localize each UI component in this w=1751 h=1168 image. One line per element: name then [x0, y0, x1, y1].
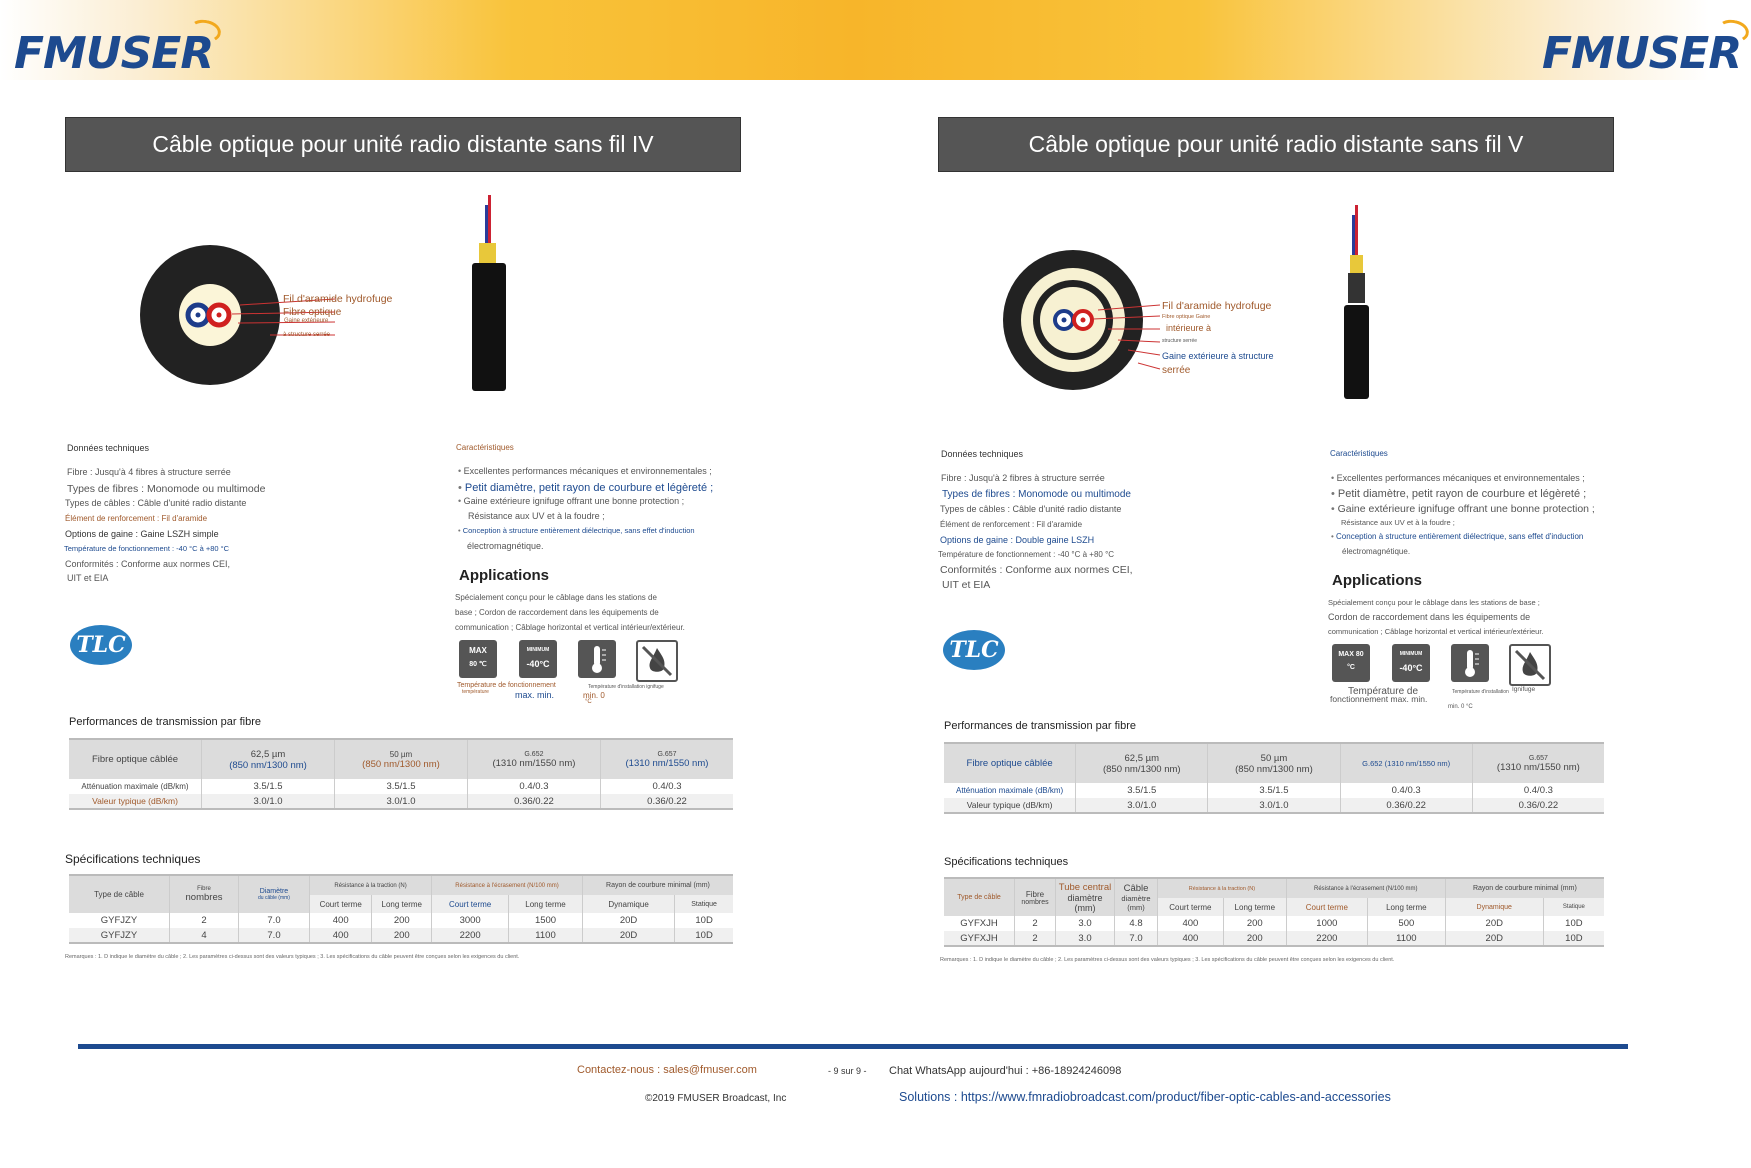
icon-caption: Température de fonctionnement [457, 682, 556, 689]
tech-data-line: Options de gaine : Gaine LSZH simple [65, 529, 219, 539]
perf-header: 50 µm (850 nm/1300 nm) [334, 739, 467, 779]
spec-table: Type de câble Fibre nombres Tube central diamètre (mm) Câble diamètre (mm) Résistance à la traction (N) Résistance à l'écrasement (N/100 mm) Rayon de courbure minimal (mm) Court terme Long terme Court terme Long terme Dynamique Statique GYFXJH 2 3.0 4.8 400 200 1000 500 20D 10D GYFXJH 2 3.0 7.0 400 200 2200 1100 20D 10D [944, 877, 1604, 947]
perf-header: G.657 (1310 nm/1550 nm) [1496, 754, 1580, 773]
max-temp-val: 80 ℃ [469, 661, 487, 668]
icon-caption: min. 0 °C [1448, 704, 1473, 710]
perf-header: G.652 (1310 nm/1550 nm) [467, 739, 600, 779]
perf-header: 50 µm (850 nm/1300 nm) [1208, 743, 1340, 783]
min-temp-icon [1392, 644, 1430, 682]
remark: Remarques : 1. D indique le diamètre du câble ; 2. Les paramètres ci-dessus sont des valeurs typiques ; 3. Les spécifications du câble peuvent être conçues selon les exigences du client. [940, 957, 1395, 963]
right-page [938, 0, 1678, 1000]
icon-caption: Température de [1348, 686, 1419, 697]
feature-item: • Gaine extérieure ignifuge offrant une bonne protection ; [458, 496, 684, 506]
label-tight: structure serrée [1162, 338, 1198, 344]
max-temp-top: MAX [469, 646, 487, 655]
max-temp-top: MAX 80 [1338, 651, 1364, 658]
icon-caption: °C [585, 699, 592, 705]
tech-data-line: UIT et EIA [67, 573, 109, 583]
tech-data-line: Fibre : Jusqu'à 2 fibres à structure serrée [941, 473, 1105, 483]
applications-heading: Applications [459, 567, 550, 584]
min-temp-val: -40°C [1399, 663, 1423, 673]
max-temp-icon [459, 640, 497, 678]
feature-item: Résistance aux UV et à la foudre ; [1341, 518, 1455, 527]
feature-item: • Conception à structure entièrement diélectrique, sans effet d'induction [1331, 532, 1583, 541]
spec-heading: Spécifications techniques [944, 856, 1069, 868]
label-serree: serrée [1162, 365, 1191, 376]
table-row: GYFJZY 4 7.0 400 200 2200 1100 20D 10D [69, 928, 733, 943]
page-title: Câble optique pour unité radio distante sans fil V [938, 117, 1614, 172]
fmuser-logo-right: FMUSER [1542, 28, 1741, 79]
label-aramid: Fil d'aramide hydrofuge [283, 293, 393, 305]
max-temp-val: °C [1347, 664, 1355, 671]
footer-whatsapp[interactable]: Chat WhatsApp aujourd'hui : +86-18924246098 [889, 1065, 1122, 1077]
tech-data-line: Types de fibres : Monomode ou multimode [67, 483, 266, 495]
feature-item: • Excellentes performances mécaniques et environnementales ; [1331, 473, 1585, 483]
tech-data-line: Types de fibres : Monomode ou multimode [942, 489, 1131, 500]
perf-heading: Performances de transmission par fibre [69, 716, 261, 728]
table-row: GYFXJH 2 3.0 7.0 400 200 2200 1100 20D 10D [944, 931, 1604, 946]
tech-data-line: Types de câbles : Câble d'unité radio distante [940, 504, 1122, 514]
label-fiber: Fibre optique [283, 307, 342, 318]
tech-data-heading: Données techniques [67, 443, 150, 453]
flame-retardant-icon [636, 640, 678, 682]
perf-header: G.657 (1310 nm/1550 nm) [625, 750, 709, 769]
applications-line: Spécialement conçu pour le câblage dans les stations de base ; [1328, 598, 1540, 607]
table-row: GYFJZY 2 7.0 400 200 3000 1500 20D 10D [69, 913, 733, 928]
table-row: Atténuation maximale (dB/km) 3.5/1.5 3.5/1.5 0.4/0.3 0.4/0.3 [944, 783, 1604, 798]
page-title: Câble optique pour unité radio distante sans fil IV [65, 117, 741, 172]
feature-item: électromagnétique. [1342, 547, 1411, 556]
applications-line: base ; Cordon de raccordement dans les équipements de [455, 608, 659, 617]
tech-data-line: Température de fonctionnement : -40 °C à +80 °C [64, 544, 230, 553]
tech-data-line: Fibre : Jusqu'à 4 fibres à structure serrée [67, 467, 231, 477]
perf-table [69, 738, 733, 810]
tech-data-line: Conformités : Conforme aux normes CEI, [940, 564, 1133, 576]
feature-item: • Petit diamètre, petit rayon de courbure et légèreté ; [458, 482, 713, 494]
tech-data-line: Élément de renforcement : Fil d'aramide [940, 520, 1083, 529]
icon-caption: max. min. [515, 690, 555, 700]
tech-data-line: Température de fonctionnement : -40 °C à +80 °C [938, 550, 1115, 559]
cable-side-view [465, 195, 515, 395]
remark: Remarques : 1. D indique le diamètre du câble ; 2. Les paramètres ci-dessus sont des valeurs typiques ; 3. Les spécifications du câble peuvent être conçues selon les exigences du client. [65, 954, 520, 960]
applications-line: Cordon de raccordement dans les équipements de [1328, 612, 1531, 622]
perf-header: 62,5 µm (850 nm/1300 nm) [202, 739, 335, 779]
footer-solutions-link[interactable]: Solutions : https://www.fmradiobroadcast.com/product/fiber-optic-cables-and-accessories [899, 1090, 1391, 1104]
perf-header: 62,5 µm (850 nm/1300 nm) [1076, 743, 1208, 783]
features-heading: Caractéristiques [456, 443, 514, 452]
left-page [65, 0, 805, 1000]
applications-line: communication ; Câblage horizontal et vertical intérieur/extérieur. [1328, 627, 1544, 636]
spec-heading: Spécifications techniques [65, 852, 201, 866]
min-temp-top: MINIMUM [526, 647, 550, 653]
fmuser-logo-left: FMUSER [14, 28, 213, 79]
feature-item: Résistance aux UV et à la foudre ; [468, 511, 605, 521]
label-fiber: Fibre optique Gaine [1162, 314, 1211, 320]
footer-divider [78, 1044, 1628, 1049]
label-outer: Gaine extérieure à structure [1162, 351, 1274, 361]
icon-caption: min. 0 [583, 691, 605, 700]
applications-line: communication ; Câblage horizontal et vertical intérieur/extérieur. [455, 623, 685, 632]
tech-data-heading: Données techniques [941, 449, 1024, 459]
feature-item: • Conception à structure entièrement diélectrique, sans effet d'induction [458, 526, 695, 535]
perf-table [944, 742, 1604, 814]
perf-header: G.652 (1310 nm/1550 nm) [1340, 743, 1472, 783]
features-heading: Caractéristiques [1330, 449, 1388, 458]
applications-heading: Applications [1332, 572, 1423, 589]
tech-data-line: Options de gaine : Double gaine LSZH [940, 535, 1095, 545]
thermometer-icon [578, 640, 616, 678]
page-number: - 9 sur 9 - [828, 1066, 867, 1076]
tlc-logo: TLC [943, 630, 1005, 670]
tech-data-line: Élément de renforcement : Fil d'aramide [65, 514, 208, 523]
icon-caption: Température d'installation ignifuge [588, 684, 664, 690]
label-jacket: Gaine extérieure [284, 318, 329, 324]
table-row: Valeur typique (dB/km) 3.0/1.0 3.0/1.0 0.36/0.22 0.36/0.22 [69, 794, 733, 809]
spec-table: Type de câble Fibre nombres Diamètre du câble (mm) Résistance à la traction (N) Résistance à l'écrasement (N/100 mm) Rayon de courbure minimal (mm) Court terme Long terme Court terme Long terme Dynamique Statique GYFJZY 2 7.0 400 200 3000 1500 20D 10D GYFJZY 4 7.0 400 200 2200 1100 20D 10D [69, 874, 733, 944]
icon-caption: température [462, 689, 489, 695]
feature-item: • Gaine extérieure ignifuge offrant une bonne protection ; [1331, 503, 1595, 515]
tlc-logo: TLC [70, 625, 132, 665]
flame-retardant-icon [1509, 644, 1551, 686]
min-temp-top: MINIMUM [1399, 651, 1423, 657]
footer-contact[interactable]: Contactez-nous : sales@fmuser.com [577, 1064, 757, 1076]
feature-item: électromagnétique. [467, 541, 544, 551]
label-inner: intérieure à [1166, 323, 1212, 333]
table-row: Atténuation maximale (dB/km) 3.5/1.5 3.5/1.5 0.4/0.3 0.4/0.3 [69, 779, 733, 794]
icon-caption: Ignifuge [1512, 686, 1536, 693]
max-temp-icon [1332, 644, 1370, 682]
thermometer-icon [1451, 644, 1489, 682]
table-row: GYFXJH 2 3.0 4.8 400 200 1000 500 20D 10D [944, 916, 1604, 931]
perf-header: Fibre optique câblée [69, 739, 202, 779]
tech-data-line: Conformités : Conforme aux normes CEI, [65, 559, 231, 569]
perf-header: Fibre optique câblée [944, 743, 1076, 783]
min-temp-icon [519, 640, 557, 678]
perf-heading: Performances de transmission par fibre [944, 720, 1136, 732]
icon-caption: Température d'installation [1452, 689, 1509, 695]
tech-data-line: Types de câbles : Câble d'unité radio distante [65, 498, 247, 508]
table-row: Valeur typique (dB/km) 3.0/1.0 3.0/1.0 0.36/0.22 0.36/0.22 [944, 798, 1604, 813]
feature-item: • Petit diamètre, petit rayon de courbure et légèreté ; [1331, 488, 1586, 500]
label-aramid: Fil d'aramide hydrofuge [1162, 300, 1272, 312]
min-temp-val: -40°C [526, 659, 550, 669]
cable-side-view [1336, 205, 1376, 400]
applications-line: Spécialement conçu pour le câblage dans les stations de [455, 593, 657, 602]
tech-data-line: UIT et EIA [942, 579, 991, 591]
label-tight: à structure serrée [283, 332, 331, 338]
feature-item: • Excellentes performances mécaniques et environnementales ; [458, 466, 712, 476]
icon-caption: fonctionnement max. min. [1330, 694, 1428, 704]
footer-copyright: ©2019 FMUSER Broadcast, Inc [645, 1093, 787, 1104]
